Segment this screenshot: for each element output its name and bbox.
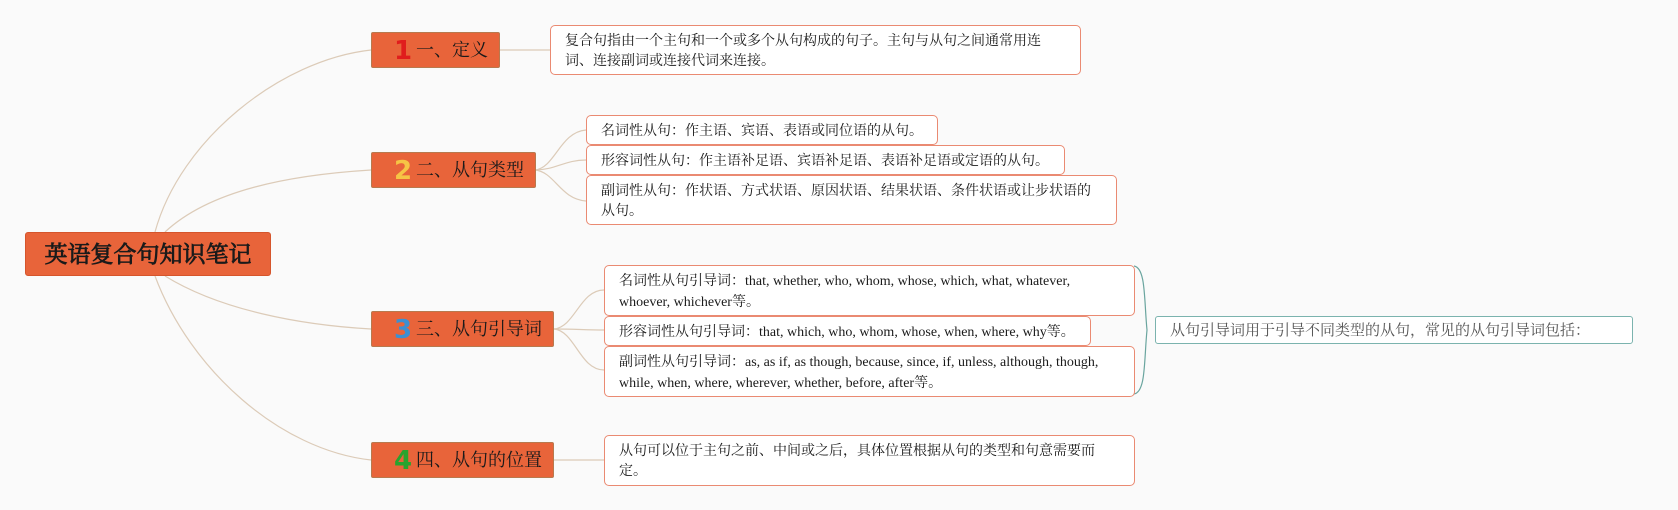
leaf-text: 名词性从句：作主语、宾语、表语或同位语的从句。 — [601, 123, 923, 139]
leaf-suffix: 等。 — [914, 375, 943, 391]
branch-clause-types[interactable] — [371, 152, 536, 188]
number-2-icon: 2 — [393, 156, 413, 186]
leaf-adjective-introducers[interactable] — [604, 316, 1091, 346]
leaf-label: 副词性从句引导词： — [619, 354, 745, 370]
number-3-icon: 3 — [393, 315, 413, 345]
leaf-definition[interactable] — [550, 25, 1081, 75]
branch-title: 二、从句类型 — [416, 160, 524, 181]
root-topic[interactable] — [25, 232, 271, 276]
leaf-words: as, as if, as though, because, since, if, unless, although, though, while, when, where, wherever, whether, before, after — [619, 355, 1099, 391]
branch-title: 三、从句引导词 — [416, 319, 542, 340]
summary-note-text: 从句引导词用于引导不同类型的从句，常见的从句引导词包括： — [1170, 321, 1591, 339]
root-title: 英语复合句知识笔记 — [44, 242, 252, 268]
leaf-noun-introducers[interactable] — [604, 265, 1135, 316]
summary-note[interactable] — [1155, 316, 1633, 344]
branch-definition[interactable] — [371, 32, 500, 68]
leaf-position[interactable] — [604, 435, 1135, 486]
branch-introducers[interactable] — [371, 311, 554, 347]
leaf-adverb-introducers[interactable] — [604, 346, 1135, 397]
leaf-suffix: 等。 — [1046, 324, 1075, 340]
leaf-adverb-clause[interactable] — [586, 175, 1117, 225]
leaf-words: that, whether, who, whom, whose, which, what, whatever, whoever, whichever — [619, 274, 1071, 310]
branch-title: 一、定义 — [416, 40, 488, 61]
leaf-suffix: 等。 — [731, 294, 760, 310]
leaf-label: 形容词性从句引导词： — [619, 324, 759, 340]
leaf-words: that, which, who, whom, whose, when, where, why — [759, 325, 1047, 340]
leaf-label: 名词性从句引导词： — [619, 273, 745, 289]
number-4-icon: 4 — [393, 446, 413, 476]
leaf-text: 复合句指由一个主句和一个或多个从句构成的句子。主句与从句之间通常用连词、连接副词或连接代词来连接。 — [565, 33, 1041, 69]
leaf-adjective-clause[interactable] — [586, 145, 1065, 175]
leaf-noun-clause[interactable] — [586, 115, 938, 145]
number-1-icon: 1 — [393, 36, 413, 66]
leaf-text: 从句可以位于主句之前、中间或之后，具体位置根据从句的类型和句意需要而定。 — [619, 443, 1095, 479]
leaf-text: 形容词性从句：作主语补足语、宾语补足语、表语补足语或定语的从句。 — [601, 153, 1049, 169]
leaf-text: 副词性从句：作状语、方式状语、原因状语、结果状语、条件状语或让步状语的从句。 — [601, 183, 1091, 219]
branch-title: 四、从句的位置 — [416, 450, 542, 471]
branch-position[interactable] — [371, 442, 554, 478]
